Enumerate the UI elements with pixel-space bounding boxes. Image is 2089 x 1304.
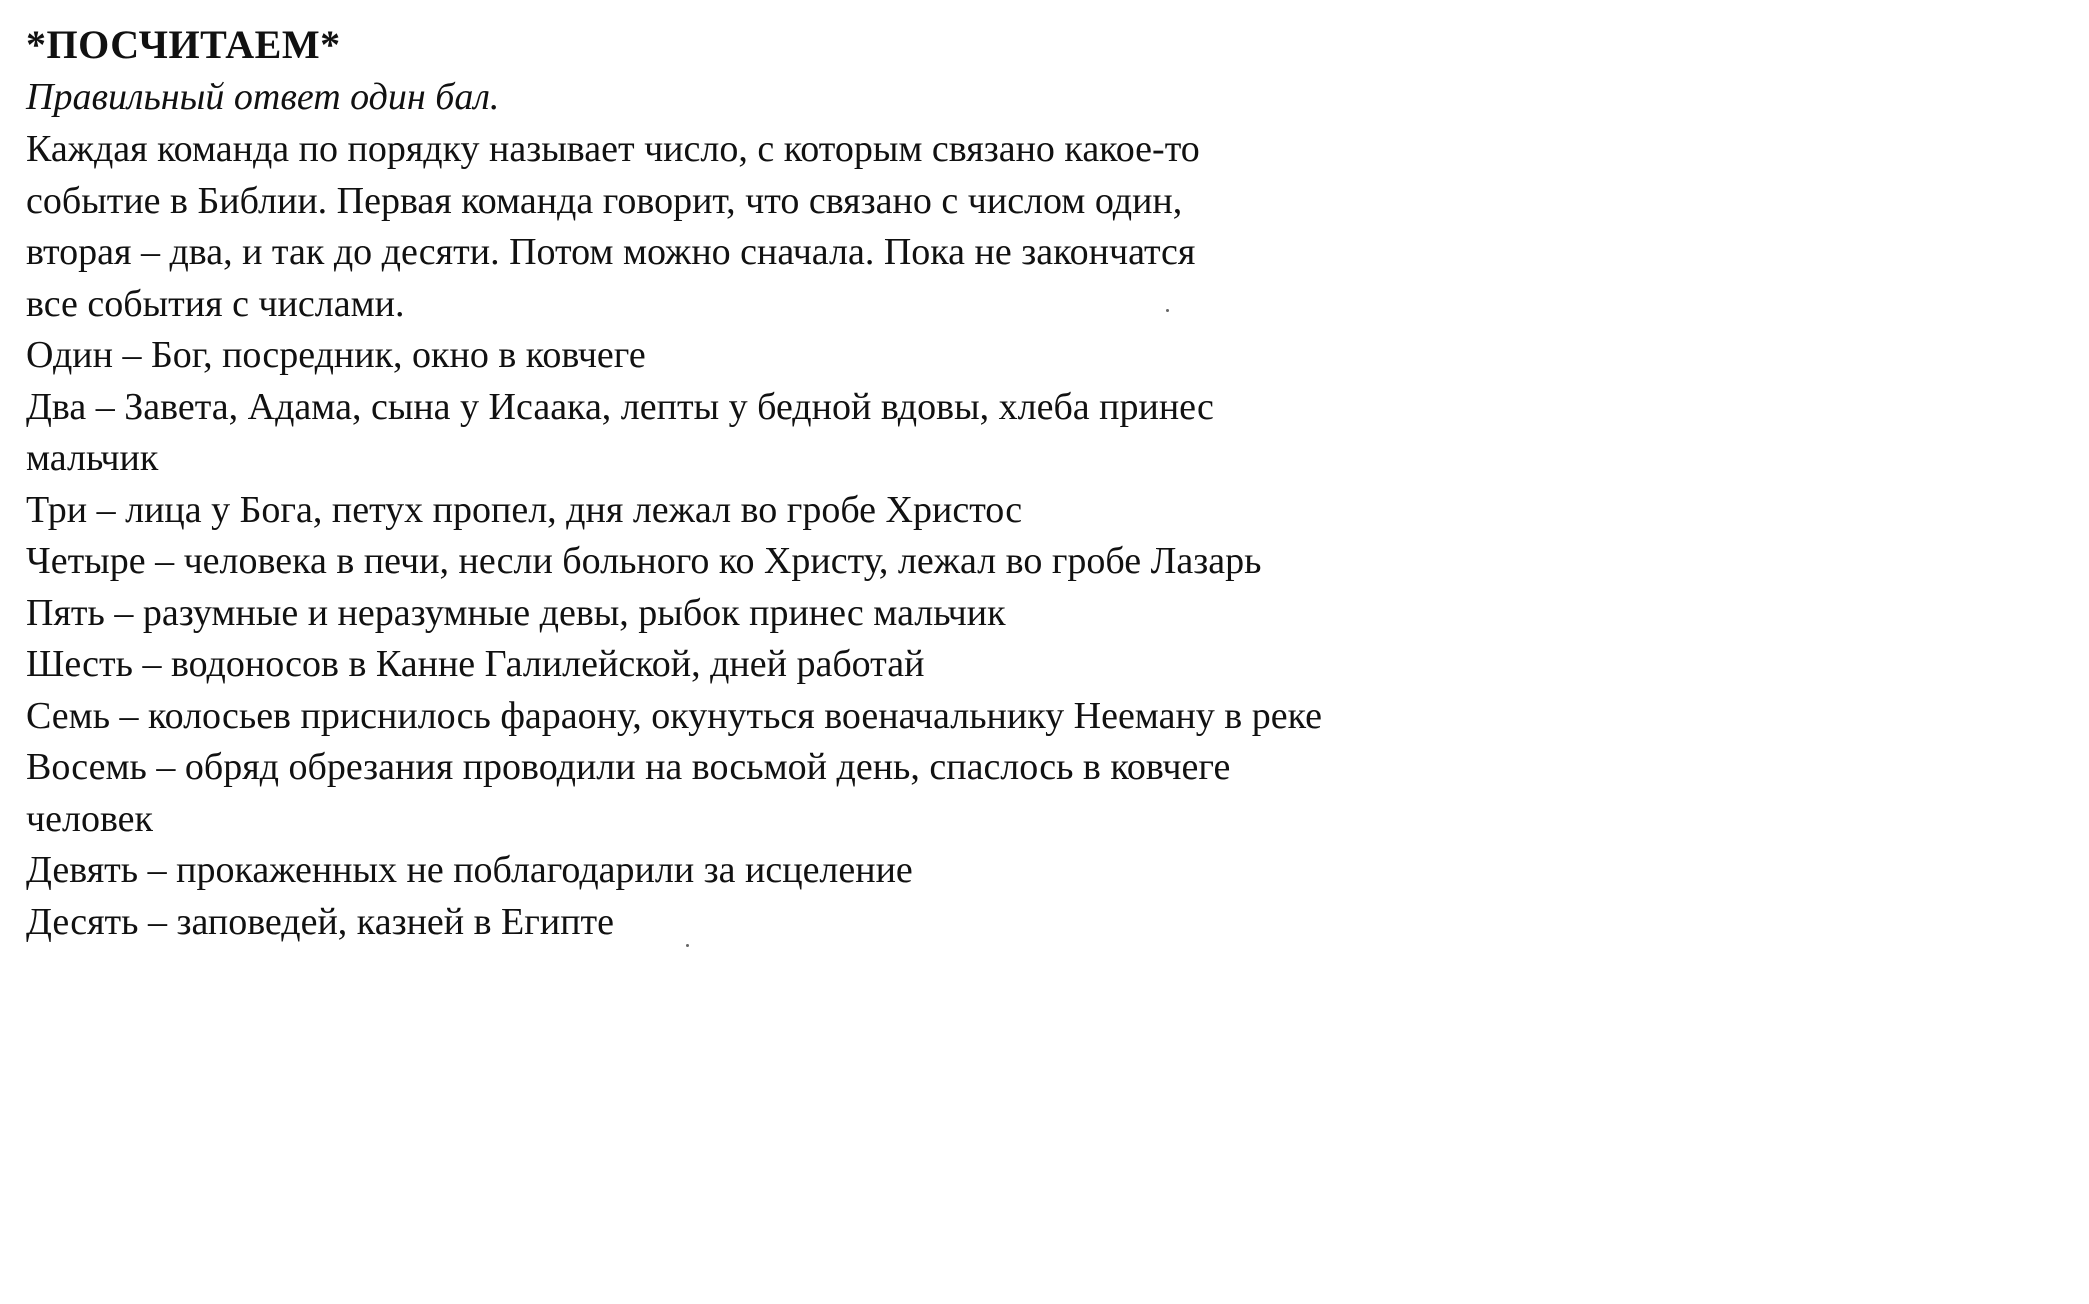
number-six-line: Шесть – водоносов в Канне Галилейской, дней работай <box>26 643 925 685</box>
number-two-line: Два – Завета, Адама, сына у Исаака, лепты у бедной вдовы, хлеба принес <box>26 385 1214 428</box>
number-four-line: Четыре – человека в печи, несли больного ко Христу, лежал во гробе Лазарь <box>26 540 1262 582</box>
number-five-line: Пять – разумные и неразумные девы, рыбок принес мальчик <box>26 591 1006 634</box>
number-eight-line: Восемь – обряд обрезания проводили на восьмой день, спаслось в ковчеге <box>26 746 1231 788</box>
scan-speck <box>686 944 689 947</box>
number-ten-line: Десять – заповедей, казней в Египте <box>26 900 614 943</box>
scan-speck <box>1166 309 1169 312</box>
intro-line-4: все события с числами. <box>26 282 405 325</box>
document-subtitle: Правильный ответ один бал. <box>26 76 500 118</box>
document-title: *ПОСЧИТАЕМ* <box>26 22 341 67</box>
number-three-line: Три – лица у Бога, петух пропел, дня лежал во гробе Христос <box>26 488 1023 531</box>
number-two-line-continued: мальчик <box>26 437 159 479</box>
intro-line-1: Каждая команда по порядку называет число, с которым связано какое-то <box>26 128 1200 170</box>
number-eight-line-continued: человек <box>26 797 153 840</box>
number-seven-line: Семь – колосьев приснилось фараону, окунуться военачальнику Нееману в реке <box>26 694 1322 737</box>
number-one-line: Один – Бог, посредник, окно в ковчеге <box>26 334 646 376</box>
number-nine-line: Девять – прокаженных не поблагодарили за исцеление <box>26 849 913 891</box>
intro-line-3: вторая – два, и так до десяти. Потом можно сначала. Пока не закончатся <box>26 231 1196 273</box>
document-page <box>26 20 1556 948</box>
intro-line-2: событие в Библии. Первая команда говорит, что связано с числом один, <box>26 179 1183 222</box>
